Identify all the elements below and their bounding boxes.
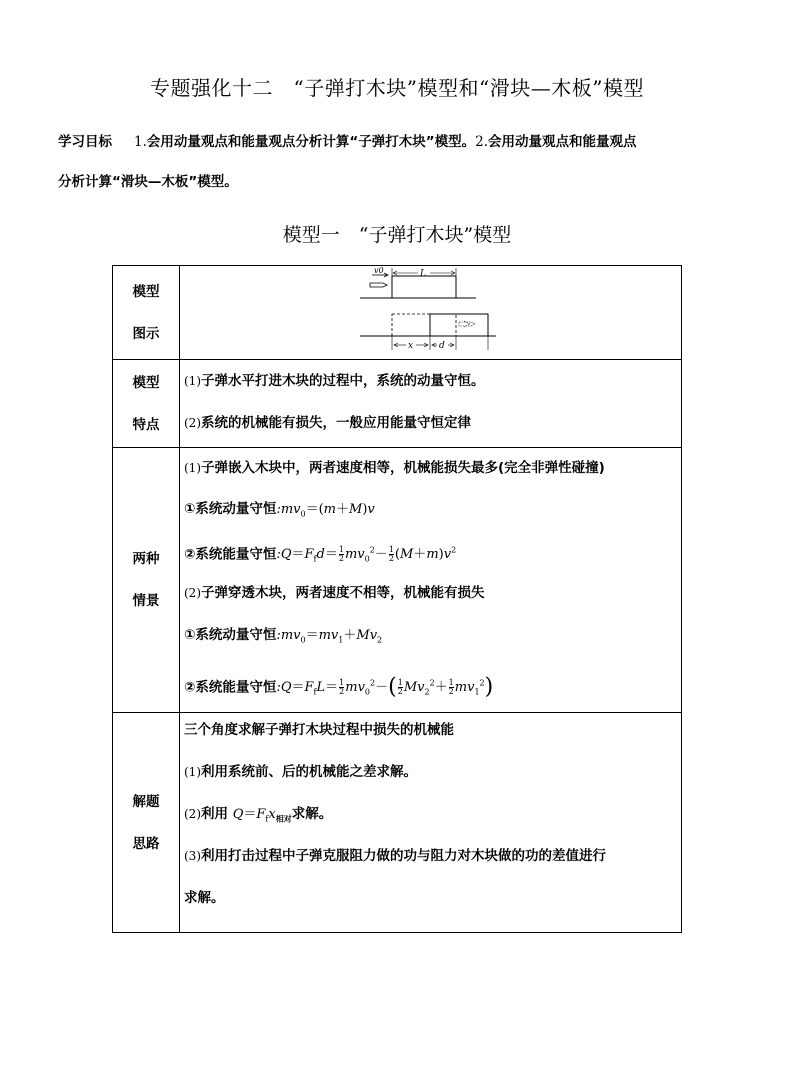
approach-line-1: (1)利用系统前、后的机械能之差求解。 [184,764,417,780]
page-title: 专题强化十二 “子弹打木块”模型和“滑块—木板”模型 [150,76,644,100]
objective-1-number: 1. [134,134,147,150]
x-label: x [408,341,414,351]
approach-line-3b: 求解。 [184,890,225,906]
momentum-eq-1: ①系统动量守恒$:mv_0=(m+M)v$ [184,501,375,519]
objective-2-text-a: 会用动量观点和能量观点 [488,134,637,150]
row-label-bottom: 特点 [132,416,160,433]
row-label [113,266,180,360]
row-label-top: 两种 [132,551,160,567]
approach-heading: 三个角度求解子弹打木块过程中损失的机械能 [184,722,454,738]
approach-cell [180,713,682,933]
table-row [113,360,682,448]
v0-label: v0 [374,266,384,275]
model-table [112,265,682,933]
learning-objectives [58,122,748,202]
objective-2-number: 2. [475,134,489,150]
energy-eq-2: ②系统能量守恒$:Q=F_fL=$ $\frac{1}{2}$ $mv_0^2-$( $\frac{1}{2}$ $Mv_2^2+$ $\frac{1}{2}$ $mv_1^2$) [184,674,494,700]
L-label: L [420,269,426,279]
row-label-bottom: 图示 [132,325,160,342]
case-2-line: (2)子弹穿透木块，两者速度不相等，机械能有损失 [184,585,485,601]
objectives-label: 学习目标 [58,134,112,150]
feature-line-2: (2)系统的机械能有损失，一般应用能量守恒定律 [184,415,471,431]
section-title: 模型一 “子弹打木块”模型 [282,224,512,246]
case-1-line: (1)子弹嵌入木块中，两者速度相等，机械能损失最多(完全非弹性碰撞) [184,460,605,476]
row-label-bottom: 思路 [132,835,160,852]
row-label-top: 模型 [132,374,160,391]
bullet-block-figure [180,266,680,358]
row-label-top: 模型 [132,283,160,300]
features-cell [180,360,682,448]
table-row [113,713,682,933]
feature-line-1: (1)子弹水平打进木块的过程中，系统的动量守恒。 [184,373,485,389]
energy-eq-1: ②系统能量守恒$:Q=F_fd=$ $\frac{1}{2}$ $mv_0^2-$ $\frac{1}{2}$ $(M+m)v^2$ [184,545,457,564]
row-label [113,360,180,448]
table-row [113,266,682,360]
row-label-top: 解题 [132,793,160,810]
momentum-eq-2: ①系统动量守恒$:mv_0=mv_1+Mv_2$ [184,627,383,645]
row-label [113,713,180,933]
figure-cell [180,266,682,360]
table-row [113,448,682,713]
row-label-bottom: 情景 [132,593,160,609]
objective-2-text-b: 分析计算“滑块—木板”模型。 [58,174,238,190]
row-label [113,448,180,713]
objective-1-text: 会用动量观点和能量观点分析计算“子弹打木块”模型。 [146,134,476,150]
approach-line-3a: (3)利用打击过程中子弹克服阻力做的功与阻力对木块做的功的差值进行 [184,848,606,864]
scenarios-cell [180,448,682,713]
approach-line-2: (2)利用 $Q=F_fx_{相对}$求解。 [184,806,333,824]
d-label: d [439,341,445,351]
